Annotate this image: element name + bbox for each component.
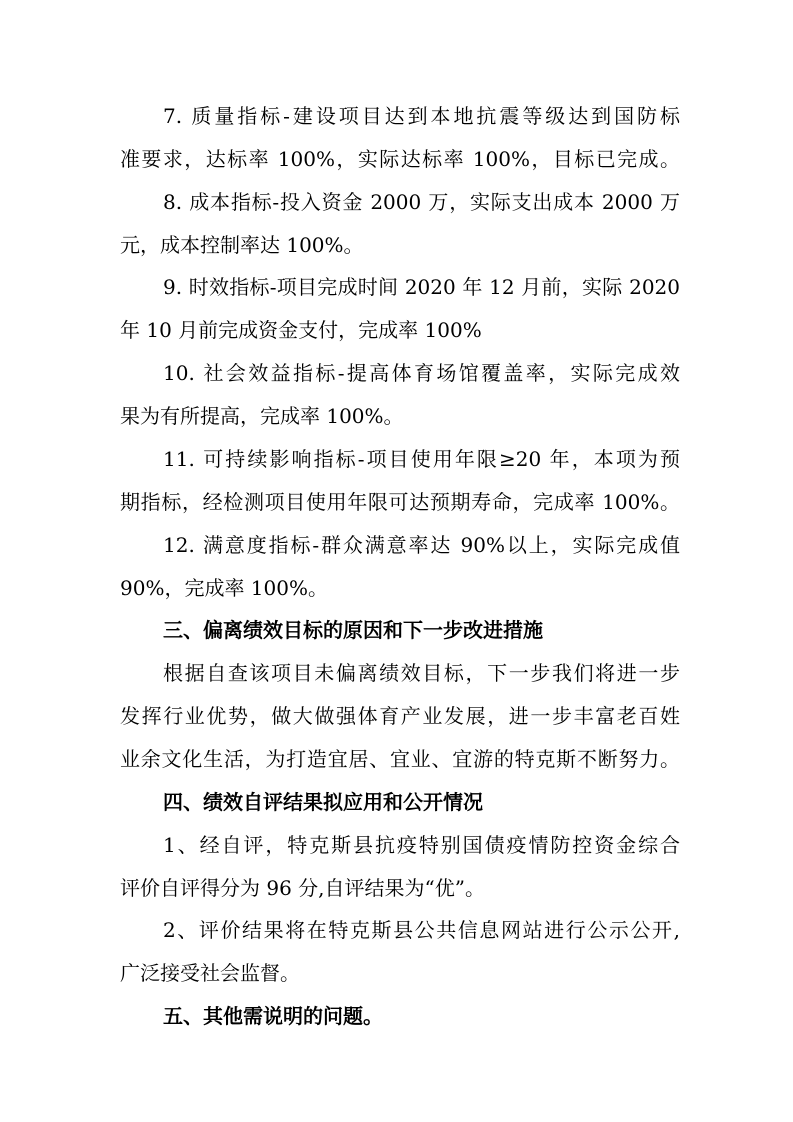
section-4-item-2-line-2: 广泛接受社会监督。 — [120, 961, 300, 985]
section-4-item-1-line-1: 1、经自评，特克斯县抗疫特别国债疫情防控资金综合 — [163, 833, 680, 857]
paragraph-item-8-line-1: 8. 成本指标-投入资金 2000 万，实际支出成本 2000 万 — [163, 190, 680, 214]
paragraph-item-10-line-1: 10. 社会效益指标-提高体育场馆覆盖率，实际完成效 — [163, 361, 680, 385]
section-5-heading: 五、其他需说明的问题。 — [163, 1004, 383, 1028]
section-4-item-2-line-1: 2、评价结果将在特克斯县公共信息网站进行公示公开, — [163, 918, 680, 942]
section-3-line-1: 根据自查该项目未偏离绩效目标，下一步我们将进一步 — [163, 661, 680, 685]
paragraph-item-9-line-1: 9. 时效指标-项目完成时间 2020 年 12 月前，实际 2020 — [163, 275, 680, 299]
paragraph-item-12-line-2: 90%，完成率 100%。 — [120, 576, 328, 600]
section-3-heading: 三、偏离绩效目标的原因和下一步改进措施 — [163, 618, 543, 642]
section-4-item-1-line-2: 评价自评得分为 96 分,自评结果为“优”。 — [120, 876, 485, 900]
section-4-heading: 四、绩效自评结果拟应用和公开情况 — [163, 790, 483, 814]
paragraph-item-11-line-1: 11. 可持续影响指标-项目使用年限≥20 年，本项为预 — [163, 447, 680, 471]
paragraph-item-8-line-2: 元，成本控制率达 100%。 — [120, 233, 364, 257]
paragraph-item-7-line-2: 准要求，达标率 100%，实际达标率 100%，目标已完成。 — [120, 147, 680, 171]
paragraph-item-9-line-2: 年 10 月前完成资金支付，完成率 100% — [120, 318, 482, 342]
paragraph-item-10-line-2: 果为有所提高，完成率 100%。 — [120, 404, 404, 428]
section-3-line-3: 业余文化生活，为打造宜居、宜业、宜游的特克斯不断努力。 — [120, 747, 680, 771]
paragraph-item-7-line-1: 7. 质量指标-建设项目达到本地抗震等级达到国防标 — [163, 104, 680, 128]
paragraph-item-11-line-2: 期指标，经检测项目使用年限可达预期寿命，完成率 100%。 — [120, 490, 680, 514]
paragraph-item-12-line-1: 12. 满意度指标-群众满意率达 90%以上，实际完成值 — [163, 533, 680, 557]
section-3-line-2: 发挥行业优势，做大做强体育产业发展，进一步丰富老百姓 — [120, 704, 680, 728]
